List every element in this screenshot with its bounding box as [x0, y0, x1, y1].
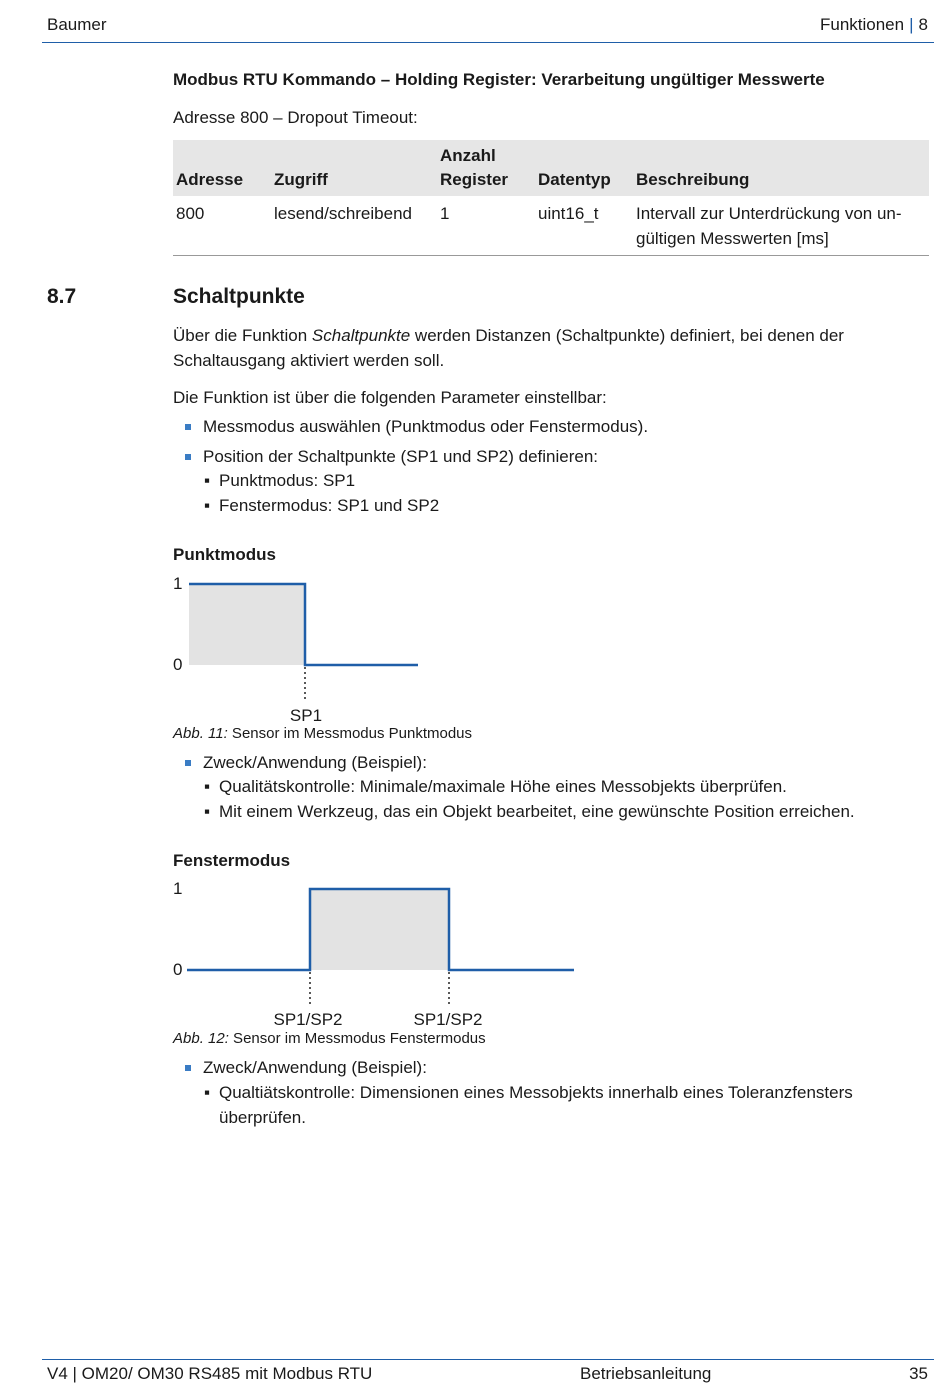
sub-list-item [204, 774, 787, 799]
cell-adresse: 800 [173, 196, 271, 256]
footer-page-number: 35 [909, 1364, 928, 1383]
sub-bullet-icon: ▪ [204, 471, 211, 490]
sub-bullet-icon: ▪ [204, 496, 211, 515]
modbus-address-line: Adresse 800 – Dropout Timeout: [173, 108, 418, 127]
bullet-text: Position der Schaltpunkte (SP1 und SP2) definieren: [203, 447, 599, 466]
bullet-square-icon [185, 760, 191, 766]
section-title: Schaltpunkte [173, 285, 305, 308]
caption-text: Sensor im Messmodus Punktmodus [227, 725, 473, 742]
sub-bullet-icon: ▪ [204, 777, 211, 796]
col-anzahl-l1: Anzahl [440, 146, 496, 165]
header-brand: Baumer [47, 15, 107, 34]
fenstermodus-y-low: 0 [173, 960, 183, 979]
intro-pre: Über die Funktion [173, 326, 312, 345]
section-number: 8.7 [47, 285, 77, 308]
modbus-title: Modbus RTU Kommando – Holding Register: Verarbeitung ungültiger Messwerte [173, 70, 825, 89]
params-intro: Die Funktion ist über die folgenden Parameter einstellbar: [173, 388, 607, 407]
sp1-label: SP1 [289, 706, 323, 725]
punktmodus-y-low: 0 [173, 655, 183, 674]
cell-zugriff: lesend/schreibend [271, 196, 437, 256]
caption-text: Sensor im Messmodus Fenstermodus [228, 1030, 486, 1047]
intro-line2: Schaltausgang aktiviert werden soll. [173, 351, 445, 370]
sub-bullet-text: Qualitätskontrolle: Minimale/maximale Höhe eines Messobjekts überprüfen. [219, 777, 787, 796]
intro-post: werden Distanzen (Schaltpunkte) definiert, bei denen der [410, 326, 844, 345]
sub-bullet-icon: ▪ [204, 1083, 211, 1102]
bullet-text: Zweck/Anwendung (Beispiel): [203, 1058, 427, 1077]
sp-right-label: SP1/SP2 [413, 1010, 483, 1029]
col-adresse: Adresse [173, 140, 271, 196]
fenstermodus-active-area [310, 889, 449, 970]
bullet-square-icon [185, 1065, 191, 1071]
col-anzahl-l2: Register [440, 170, 509, 189]
cell-anzahl: 1 [437, 196, 535, 256]
sub-bullet-icon: ▪ [204, 802, 211, 821]
cell-datentyp: uint16_t [535, 196, 633, 256]
intro-emphasis: Schaltpunkte [311, 326, 411, 345]
sub-bullet-text: Punktmodus: SP1 [219, 471, 356, 490]
header-rule [42, 42, 934, 43]
list-item [203, 444, 598, 469]
fenstermodus-y-high: 1 [173, 879, 183, 898]
sub-list-item [204, 1080, 853, 1130]
bullet-text: Messmodus auswählen (Punktmodus oder Fenstermodus). [203, 417, 649, 436]
col-anzahl-register [437, 140, 535, 196]
register-table-header [173, 140, 929, 196]
col-beschreibung: Beschreibung [633, 140, 929, 196]
sub-list-item [204, 468, 356, 493]
list-item [203, 414, 648, 439]
register-table [173, 140, 929, 256]
sub-bullet-text: Mit einem Werkzeug, das ein Objekt bearbeitet, eine gewünschte Position erreichen. [219, 802, 855, 821]
table-row [173, 196, 929, 256]
footer-rule [42, 1359, 934, 1360]
header-separator: | [909, 15, 914, 34]
cell-beschreibung [633, 196, 929, 256]
figure-caption-11 [173, 725, 472, 742]
punktmodus-heading: Punktmodus [173, 545, 276, 564]
punktmodus-diagram [160, 570, 460, 730]
caption-label: Abb. 11: [173, 725, 228, 742]
fenstermodus-heading: Fenstermodus [173, 851, 291, 870]
caption-label: Abb. 12: [173, 1030, 229, 1047]
col-datentyp: Datentyp [535, 140, 633, 196]
footer-document-type: Betriebsanleitung [580, 1364, 712, 1383]
sp-left-label: SP1/SP2 [273, 1010, 343, 1029]
beschreibung-line2: gültigen Messwerten [ms] [636, 229, 829, 248]
punktmodus-y-high: 1 [173, 574, 183, 593]
figure-caption-12 [173, 1030, 486, 1047]
list-item [203, 1055, 427, 1080]
header-section-title: Funktionen [819, 15, 905, 34]
footer-document-id: V4 | OM20/ OM30 RS485 mit Modbus RTU [47, 1364, 373, 1383]
header-section [820, 15, 928, 35]
bullet-square-icon [185, 454, 191, 460]
sub-list-item [204, 799, 855, 824]
header-section-number: 8 [918, 15, 928, 34]
fenstermodus-diagram [160, 874, 590, 1034]
sub-list-item [204, 493, 440, 518]
section-intro [173, 323, 913, 373]
list-item [203, 750, 427, 775]
bullet-square-icon [185, 424, 191, 430]
sub-bullet-text-cont: überprüfen. [219, 1108, 306, 1127]
col-zugriff: Zugriff [271, 140, 437, 196]
bullet-text: Zweck/Anwendung (Beispiel): [203, 753, 427, 772]
beschreibung-line1: Intervall zur Unterdrückung von un- [636, 204, 902, 223]
sub-bullet-text: Fenstermodus: SP1 und SP2 [219, 496, 440, 515]
sub-bullet-text: Qualtiätskontrolle: Dimensionen eines Messobjekts innerhalb eines Toleranzfensters [219, 1083, 853, 1102]
punktmodus-active-area [189, 584, 305, 665]
